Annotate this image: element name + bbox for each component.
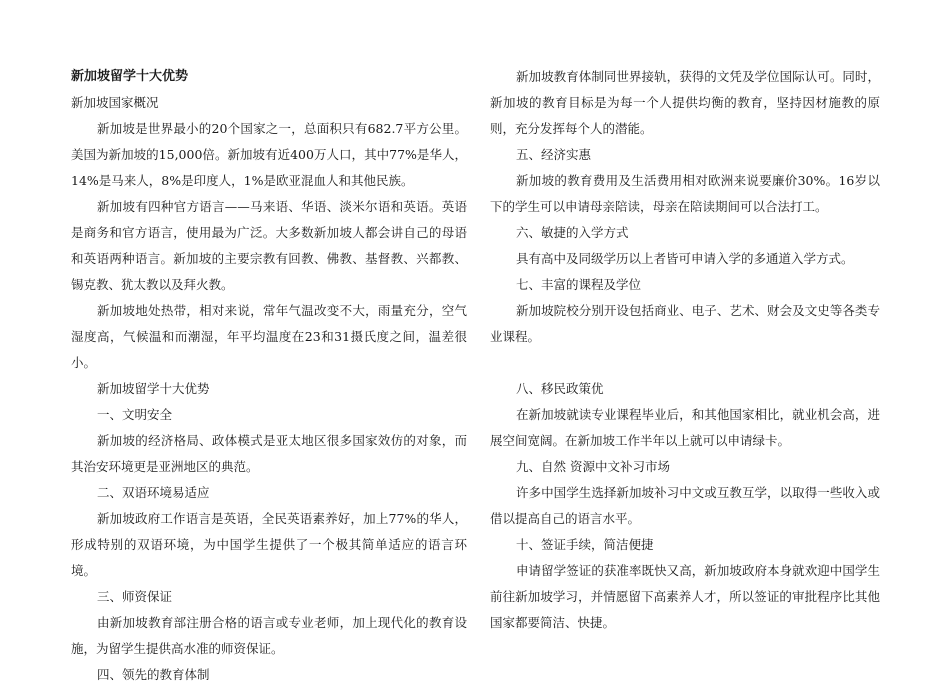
heading-6: 六、敏捷的入学方式 [516, 225, 629, 240]
text-3: 由新加坡教育部注册合格的语言或专业老师，加上现代化的教育设施，为留学生提供高水准的师资保证。 [71, 615, 467, 656]
right-column [490, 64, 880, 636]
text-9: 许多中国学生选择新加坡补习中文或互教互学，以取得一些收入或借以提高自己的语言水平。 [490, 485, 880, 526]
heading-3: 三、师资保证 [97, 589, 173, 604]
text-4: 新加坡教育体制同世界接轨，获得的文凭及学位国际认可。同时，新加坡的教育目标是为每一个人提供均衡的教育，坚持因材施教的原则，充分发挥每个人的潜能。 [490, 69, 880, 136]
heading-8: 八、移民政策优 [516, 381, 604, 396]
heading-10: 十、签证手续，简洁便捷 [516, 537, 654, 552]
overview-heading: 新加坡国家概况 [71, 95, 159, 110]
heading-1: 一、文明安全 [97, 407, 173, 422]
heading-5: 五、经济实惠 [516, 147, 592, 162]
paragraph-languages-religion: 新加坡有四种官方语言——马来语、华语、淡米尔语和英语。英语是商务和官方语言，使用最为广泛。大多数新加坡人都会讲自己的母语和英语两种语言。新加坡的主要宗教有回教、佛教、基督教、兴都教、锡克教、犹太教以及拜火教。 [71, 199, 467, 292]
paragraph-area-population: 新加坡是世界最小的20个国家之一，总面积只有682.7平方公里。美国为新加坡的15,000倍。新加坡有近400万人口，其中77%是华人，14%是马来人，8%是印度人，1%是欧亚混血人和其他民族。 [71, 121, 467, 188]
heading-2: 二、双语环境易适应 [97, 485, 210, 500]
text-7: 新加坡院校分别开设包括商业、电子、艺术、财会及文史等各类专业课程。 [490, 303, 880, 344]
left-column [71, 64, 467, 688]
document-title: 新加坡留学十大优势 [71, 69, 189, 84]
text-2: 新加坡政府工作语言是英语，全民英语素养好，加上77%的华人，形成特别的双语环境，为中国学生提供了一个极其简单适应的语言环境。 [71, 511, 467, 578]
text-1: 新加坡的经济格局、政体模式是亚太地区很多国家效仿的对象，而其治安环境更是亚洲地区的典范。 [71, 433, 467, 474]
paragraph-climate: 新加坡地处热带，相对来说，常年气温改变不大，雨量充分，空气湿度高，气候温和而潮湿，年平均温度在23和31摄氏度之间，温差很小。 [71, 303, 467, 370]
text-10: 申请留学签证的获准率既快又高，新加坡政府本身就欢迎中国学生前往新加坡学习，并情愿留下高素养人才，所以签证的审批程序比其他国家都要简洁、快捷。 [490, 563, 880, 630]
heading-7: 七、丰富的课程及学位 [516, 277, 642, 292]
text-8: 在新加坡就读专业课程毕业后，和其他国家相比，就业机会高，进展空间宽阔。在新加坡工作半年以上就可以申请绿卡。 [490, 407, 880, 448]
text-6: 具有高中及同级学历以上者皆可申请入学的多通道入学方式。 [516, 251, 854, 266]
section-title: 新加坡留学十大优势 [97, 381, 210, 396]
heading-4: 四、领先的教育体制 [97, 667, 210, 682]
text-5: 新加坡的教育费用及生活费用相对欧洲来说要廉价30%。16岁以下的学生可以申请母亲陪读，母亲在陪读期间可以合法打工。 [490, 173, 880, 214]
heading-9: 九、自然 资源中文补习市场 [516, 459, 670, 474]
